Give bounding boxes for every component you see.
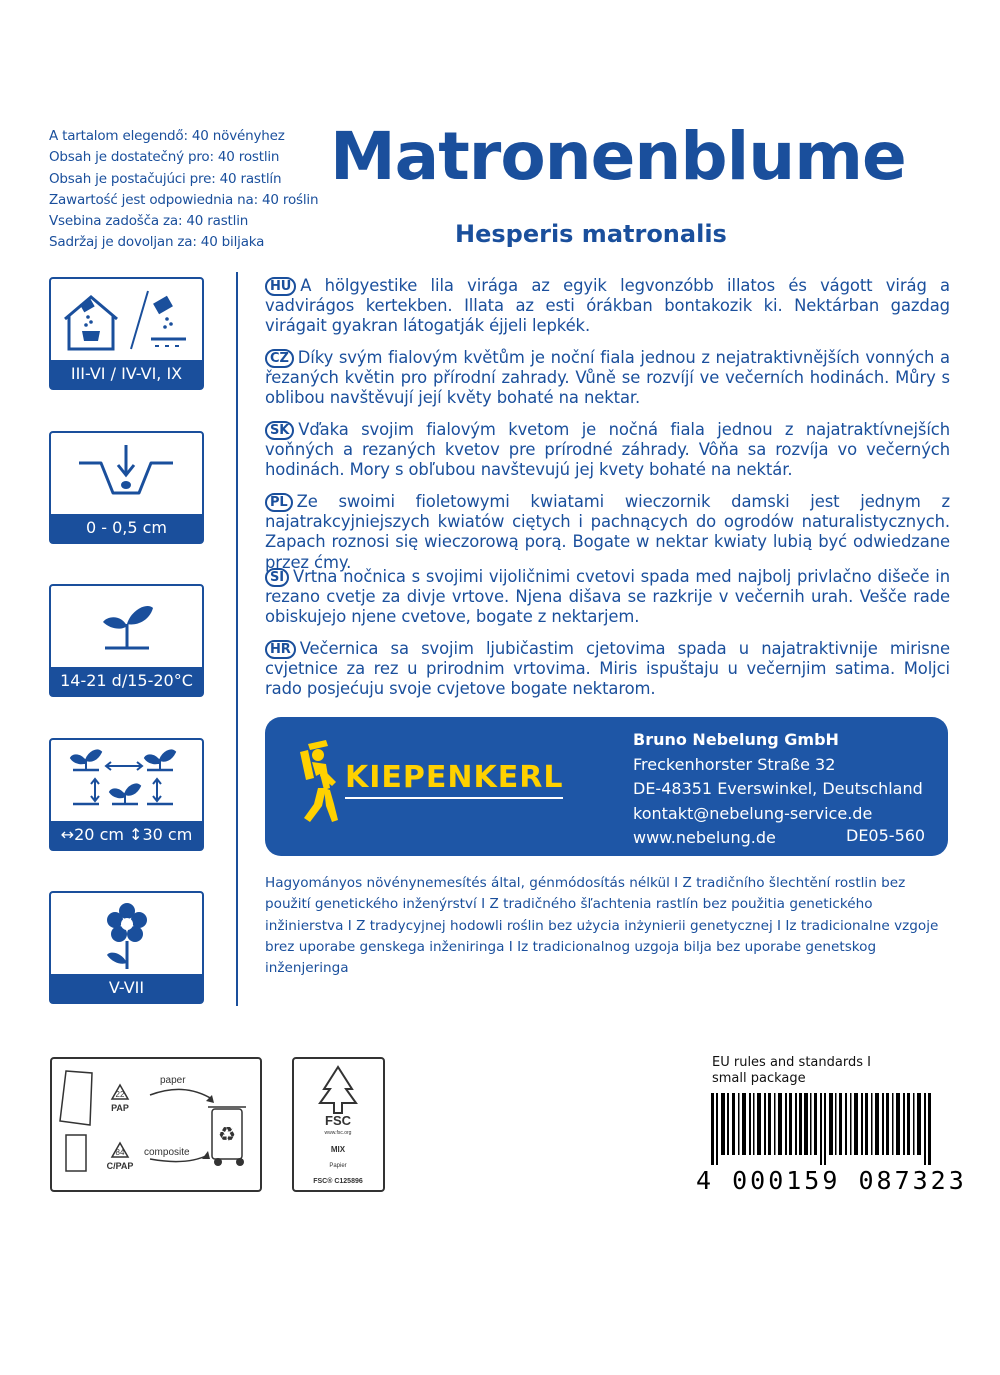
lang-badge: HU — [265, 277, 296, 296]
sowing-icon — [51, 279, 202, 364]
recycle-symbol-icon: ♻ — [218, 1122, 236, 1146]
contents-line: Vsebina zadošča za: 40 rastlin — [49, 213, 249, 230]
flower-icon — [51, 893, 202, 978]
sowing-depth-label: 0 - 0,5 cm — [51, 514, 202, 542]
contents-line: Sadržaj je dovoljan za: 40 biljaka — [49, 234, 265, 251]
barcode-icon — [711, 1093, 941, 1165]
paper-label: paper — [160, 1075, 186, 1086]
sowing-time-label: III-VI / IV-VI, IX — [51, 360, 202, 388]
contents-line: A tartalom elegendő: 40 növényhez — [49, 128, 285, 144]
fsc-box — [292, 1057, 385, 1192]
paragraph-text: Večernica sa svojim ljubičastim cjetovima spada u najatraktivnije mirisne cvjetnice za rez u prirodnim vrtovima. Miris ispuštaju u večernjim satima. Moljci rado posjećuju svoje cvjetove bogate nektarom. — [265, 639, 950, 699]
composite-label: composite — [144, 1147, 190, 1158]
fsc-mix: MIX — [330, 1145, 346, 1154]
lang-badge: CZ — [265, 349, 294, 368]
seedling-icon — [51, 586, 202, 671]
cpap-code: 84 — [115, 1148, 125, 1157]
company-street: Freckenhorster Straße 32 — [633, 754, 836, 774]
paragraph-pl — [265, 492, 950, 573]
fsc-papier: Papier — [329, 1163, 347, 1169]
breeding-note: Hagyományos növénynemesítés által, génmódosítás nélkül I Z tradičního šlechtění rostlin bez použití genetického inženýrství I Z tradičného šľachtenia rastlín bez použitia genetického inžinierstva I Z tradycyjnej hodowli roślin bez użycia inżynierii genetycznej I Iz tradicionalne vzgoje brez uporabe genskega inženiringa I Iz tradicionalnog uzgoja bilja bez uporabe genetskog inženjeringa — [265, 875, 939, 977]
company-city: DE-48351 Everswinkel, Deutschland — [633, 779, 923, 798]
paragraph-si — [265, 567, 950, 628]
paragraph-text: Vďaka svojim fialovým kvetom je nočná fiala jednou z najatraktívnejších voňných a rezaných kvetov pre prírodné záhrady. Vôňa sa rozvíja vo večerných hodinách. Mory s obľubou navštevujú jej kvety bohaté na nektár. — [265, 420, 950, 480]
lang-badge: PL — [265, 493, 293, 512]
paragraph-text: Vrtna nočnica s svojimi vijoličnimi cvetovi spada med najbolj privlačno dišeče in rezano cvetje za divje vrtove. Njena dišava se razkrije v večernih urah. Vešče rade obiskujejo njene cvetove, bogate z nektarjem. — [265, 567, 950, 627]
germination-box — [49, 584, 204, 697]
spacing-label: ↔20 cm ↕30 cm — [51, 821, 202, 849]
fsc-logo-text: FSC — [325, 1113, 351, 1128]
pap-label: PAP — [111, 1103, 129, 1113]
brand-underline — [345, 797, 563, 799]
lang-badge: SK — [265, 421, 294, 440]
contents-line: Zawartość jest odpowiednia na: 40 roślin — [49, 191, 319, 208]
latin-name: Hesperis matronalis — [455, 220, 727, 248]
fsc-tree-logo-icon — [294, 1059, 383, 1190]
company-name: Bruno Nebelung GmbH — [633, 730, 839, 749]
recycling-instructions-icon — [52, 1059, 260, 1190]
paragraph-hu — [265, 276, 950, 337]
lang-badge: HR — [265, 640, 296, 659]
company-code: DE05-560 — [846, 826, 926, 845]
cpap-label: C/PAP — [106, 1161, 134, 1171]
paragraph-sk — [265, 420, 950, 481]
barcode-number: 4 000159 087323 — [696, 1166, 967, 1195]
sowing-depth-box — [49, 431, 204, 544]
pap-code: 22 — [115, 1090, 125, 1099]
brand-name: KIEPENKERL — [345, 760, 564, 795]
divider-line — [236, 272, 238, 1006]
paragraph-text: Díky svým fialovým květům je noční fiala jednou z nejatraktivnějších vonných a řezaných květin pro přírodní zahrady. Vůně se rozvíjí ve večerních hodinách. Můry s oblibou navštěvují její květy bohaté na nektar. — [265, 348, 950, 408]
contents-list — [49, 126, 339, 254]
seed-depth-icon — [51, 433, 202, 518]
flowering-label: V-VII — [51, 974, 202, 1002]
paragraph-cz — [265, 348, 950, 409]
company-email[interactable]: kontakt@nebelung-service.de — [633, 803, 873, 823]
contents-line: Obsah je postačujúci pre: 40 rastlín — [49, 170, 282, 187]
spacing-box — [49, 738, 204, 851]
product-title: Matronenblume — [330, 118, 906, 195]
plant-spacing-icon — [51, 740, 202, 825]
fsc-license: FSC® C125896 — [313, 1178, 363, 1185]
contents-line: Obsah je dostatečný pro: 40 rostlin — [49, 149, 280, 166]
recycling-box — [50, 1057, 262, 1192]
lang-badge: SI — [265, 568, 289, 587]
paragraph-text: Ze swoimi fioletowymi kwiatami wieczornik damski jest jednym z najatrakcyjniejszych kwiatów ciętych i pachnących do ogrodów naturalistycznych. Zapach roznosi się wieczorową porą. Bogate w nektar kwiaty lubią być odwiedzane przez ćmy. — [265, 492, 950, 572]
paragraph-hr — [265, 639, 950, 700]
flowering-box — [49, 891, 204, 1004]
company-website[interactable]: www.nebelung.de — [633, 828, 776, 847]
paragraph-text: A hölgyestike lila virága az egyik legvonzóbb illatos és vágott virág a vadvirágos kertekben. Illata az esti órákban bontakozik ki. Nektárban gazdag virágait gyakran látogatják éjjeli lepkék. — [265, 276, 950, 336]
fsc-url: www.fsc.org — [324, 1130, 352, 1136]
sowing-time-box — [49, 277, 204, 390]
eu-rules-text: EU rules and standards I small package — [712, 1055, 871, 1086]
germination-label: 14-21 d/15-20°C — [51, 667, 202, 695]
kiepenkerl-walker-logo-icon — [296, 738, 344, 826]
